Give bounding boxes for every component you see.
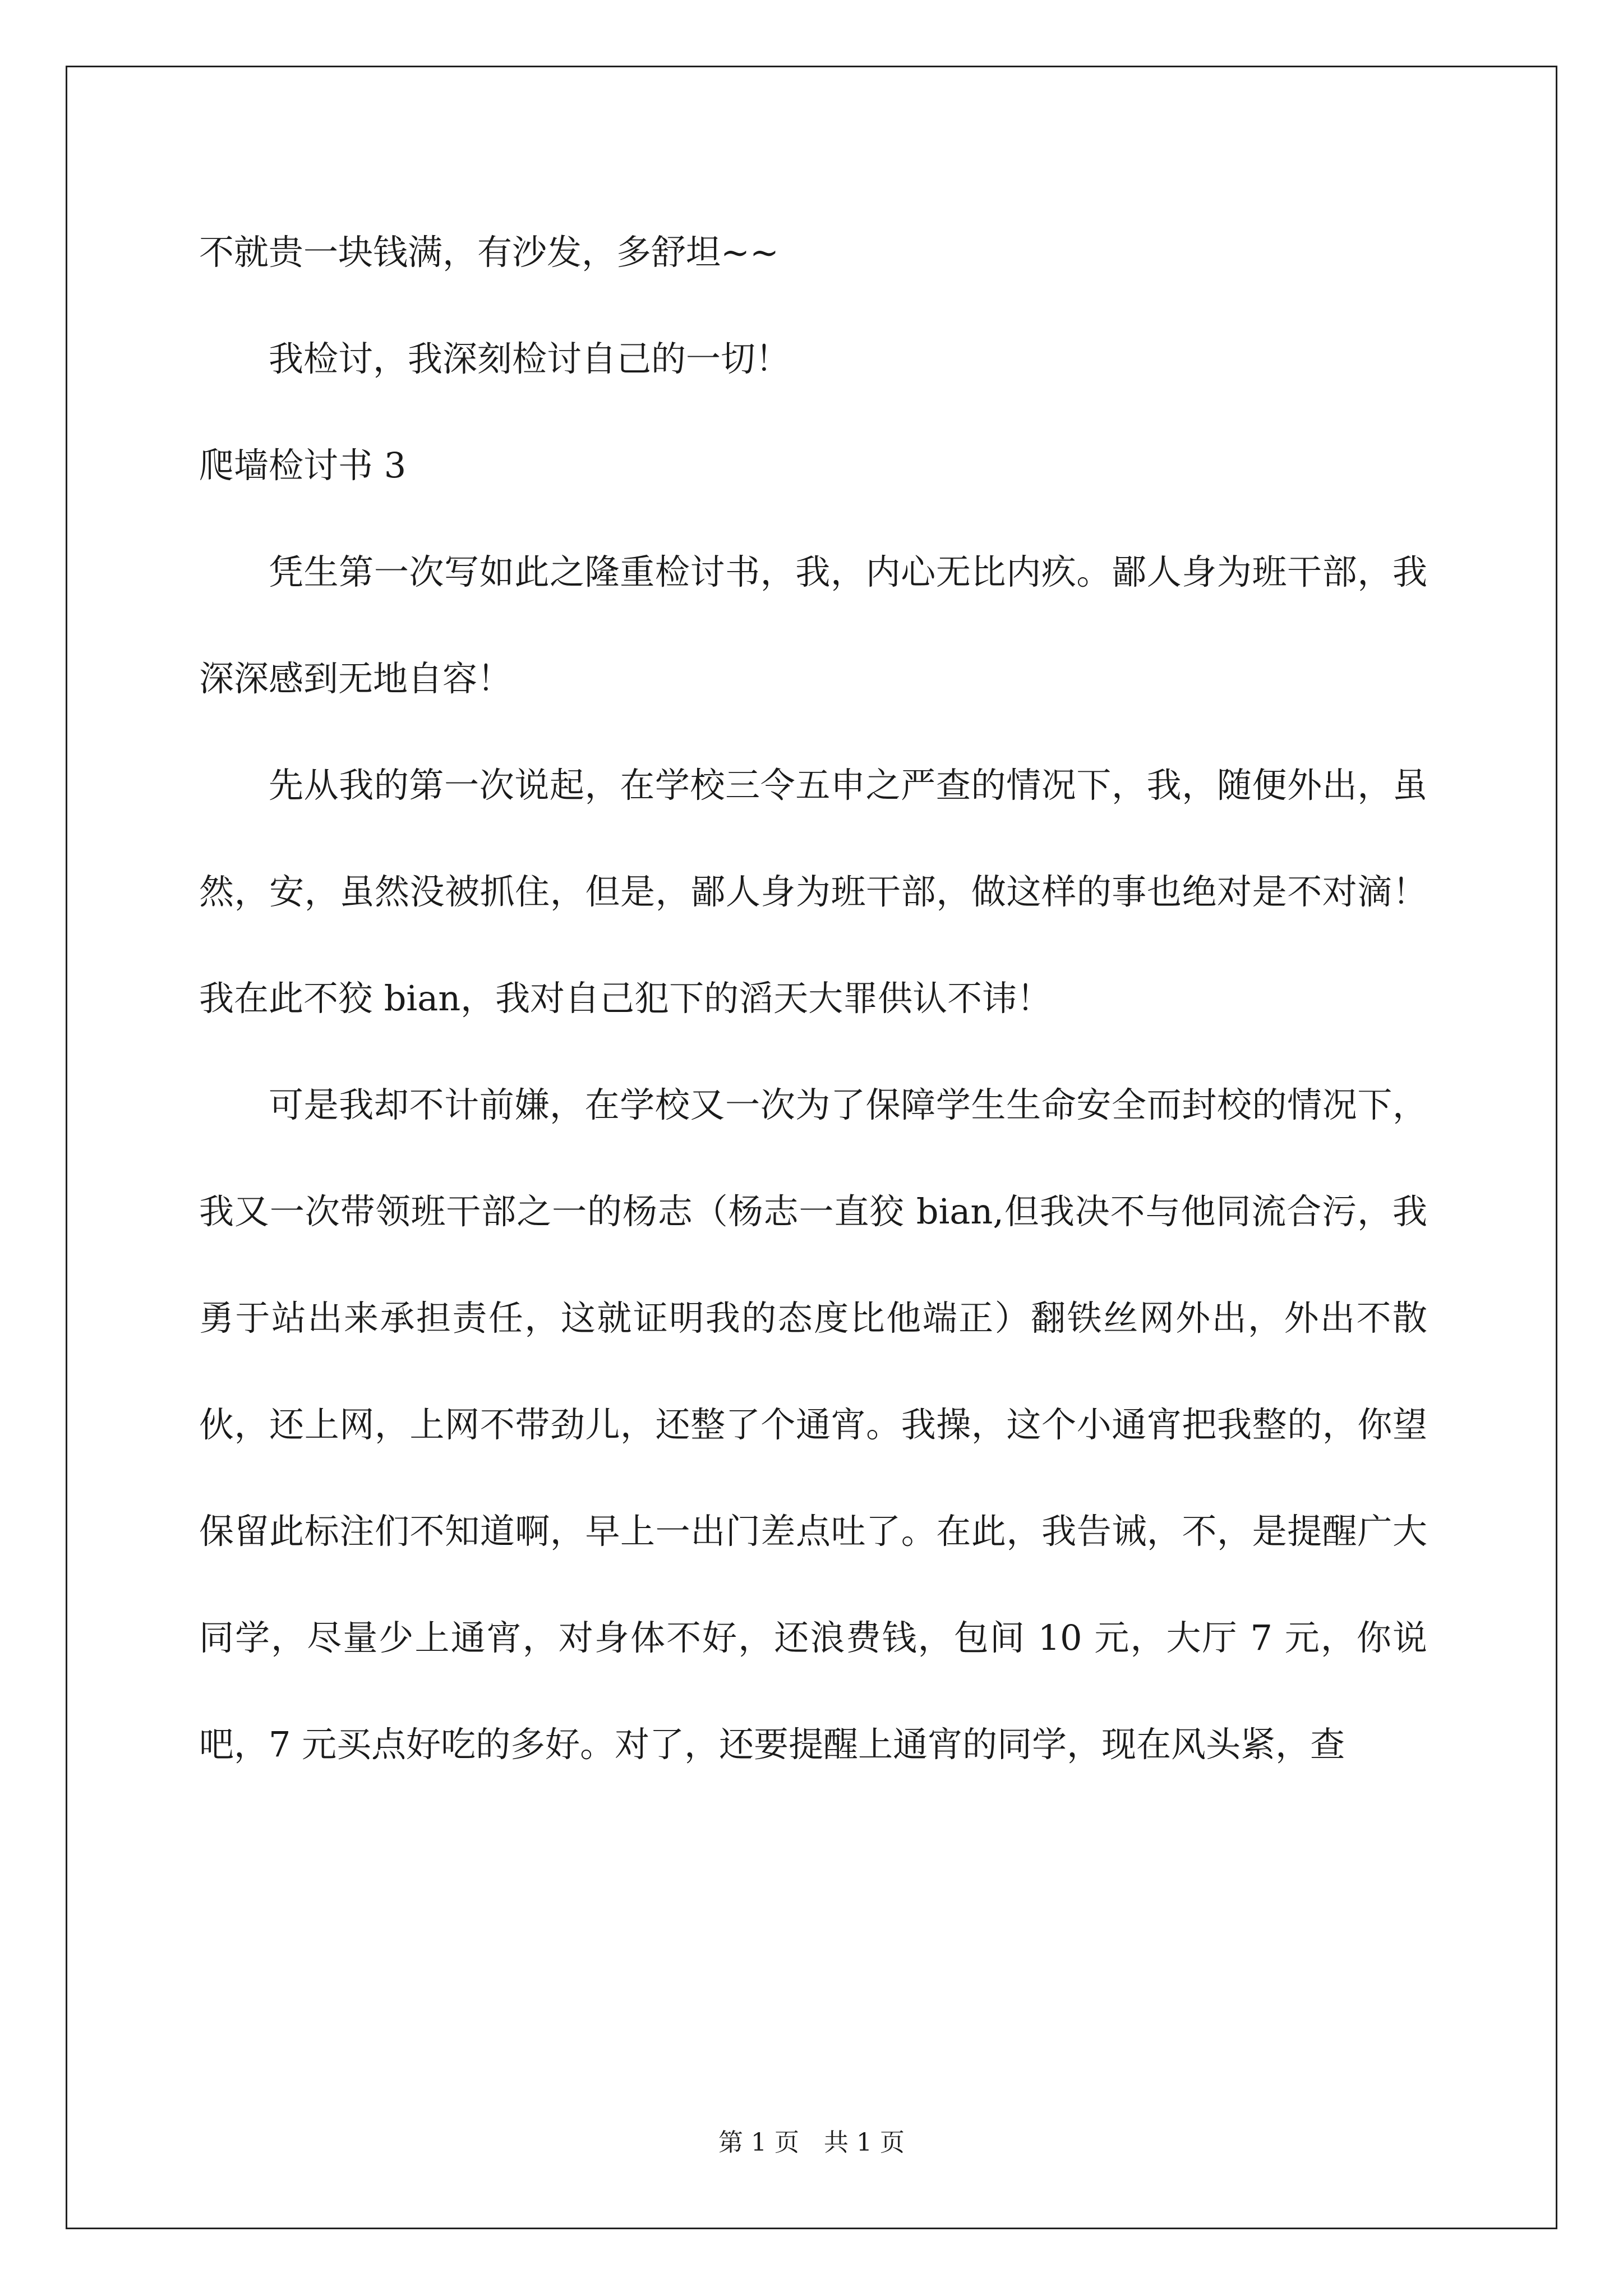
paragraph-first-time: 先从我的第一次说起，在学校三令五申之严查的情况下，我，随便外出，虽然，安，虽然没被抓住，但是，鄙人身为班干部，做这样的事也绝对是不对滴！我在此不狡 bian，我对自己犯下的滔天大罪供认不讳！: [199, 765, 1427, 1019]
page-number-footer: 第 1 页 共 1 页: [718, 2128, 905, 2157]
paragraph-self-review: 我检讨，我深刻检讨自己的一切！: [269, 338, 791, 379]
paragraph-intro: 凭生第一次写如此之隆重检讨书，我，内心无比内疚。鄙人身为班干部，我深深感到无地自容！: [199, 551, 1427, 699]
document-body: [199, 199, 1427, 1798]
paragraph-second-time: 可是我却不计前嫌，在学校又一次为了保障学生生命安全而封校的情况下，我又一次带领班干部之一的杨志（杨志一直狡 bian,但我决不与他同流合污，我勇于站出来承担责任，这就证明我的态度比他端正）翻铁丝网外出，外出不散伙，还上网，上网不带劲儿，还整了个通宵。我操，这个小通宵把我整的，你望保留此标注们不知道啊，早上一出门差点吐了。在此，我告诫，不，是提醒广大同学，尽量少上通宵，对身体不好，还浪费钱，包间 10 元，大厅 7 元，你说吧，7 元买点好吃的多好。对了，还要提醒上通宵的同学，现在风头紧，查: [199, 1084, 1427, 1765]
paragraph-continuation: 不就贵一块钱满，有沙发，多舒坦~~: [199, 232, 779, 273]
section-heading: 爬墙检讨书 3: [199, 445, 407, 486]
